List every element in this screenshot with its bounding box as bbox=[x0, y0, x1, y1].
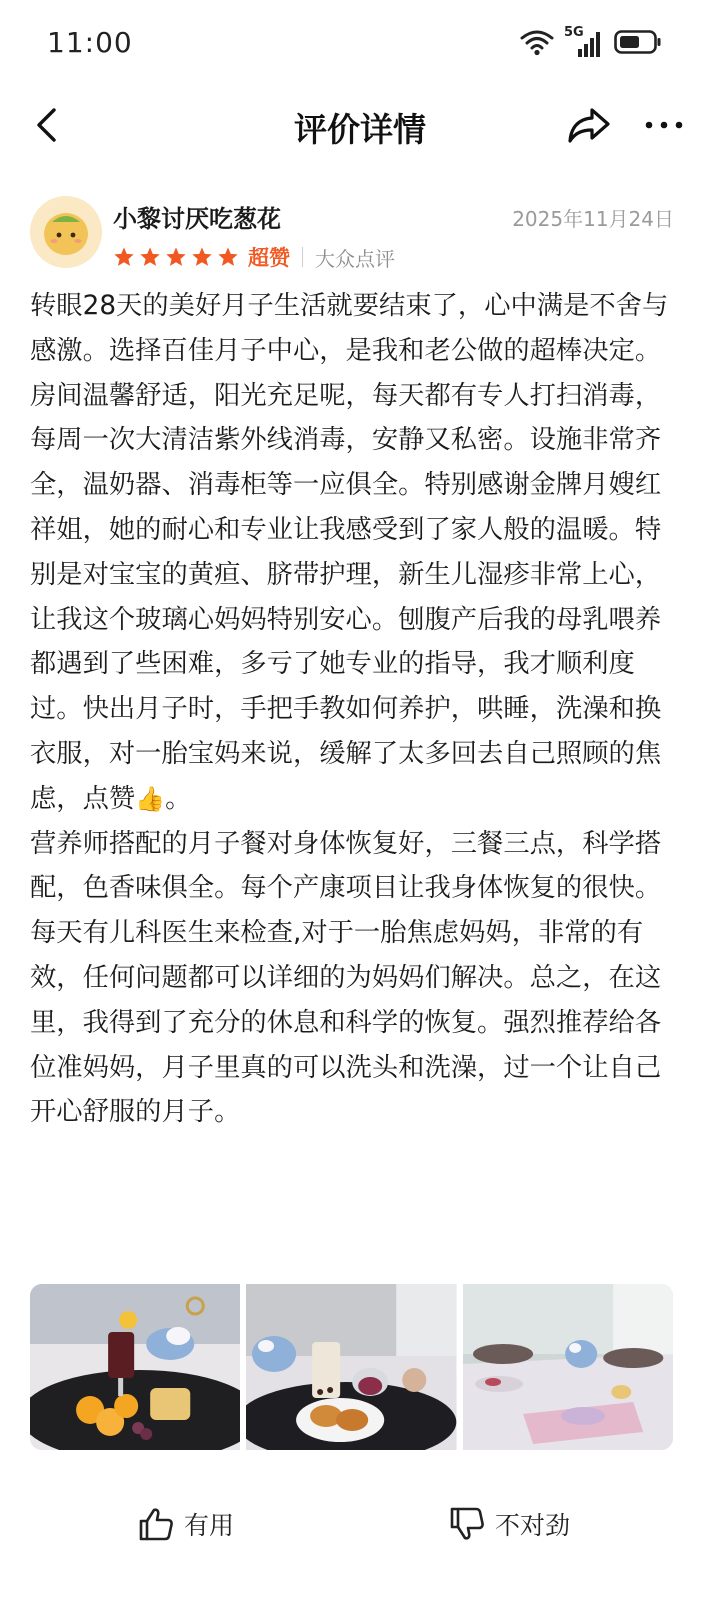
review-paragraph bbox=[30, 374, 686, 822]
useful-label: 有用 bbox=[184, 1511, 235, 1540]
more-button[interactable] bbox=[642, 102, 686, 148]
star-icon bbox=[165, 246, 187, 268]
thumbs-up-icon bbox=[138, 1506, 174, 1542]
thumbs-down-icon bbox=[449, 1506, 485, 1542]
star-icon bbox=[191, 246, 213, 268]
cellular-5g-icon bbox=[564, 25, 604, 59]
not-right-button[interactable] bbox=[449, 1502, 570, 1546]
star-icon bbox=[217, 246, 239, 268]
photo-gallery bbox=[30, 1284, 673, 1450]
star-icon bbox=[139, 246, 161, 268]
review-source: 大众点评 bbox=[315, 246, 395, 271]
photo-tea-and-dessert[interactable] bbox=[30, 1284, 240, 1450]
status-icons bbox=[520, 25, 662, 60]
divider bbox=[302, 247, 303, 267]
more-icon bbox=[642, 102, 686, 148]
useful-button[interactable] bbox=[138, 1502, 234, 1546]
wifi-icon bbox=[520, 28, 554, 60]
review-text bbox=[30, 284, 686, 1135]
star-icon bbox=[113, 246, 135, 268]
battery-icon bbox=[614, 29, 662, 59]
status-time: 11:00 bbox=[47, 26, 133, 59]
thumbs-up-emoji-icon: 👍 bbox=[135, 784, 166, 813]
photo-milk-tea-and-pastry[interactable] bbox=[246, 1284, 456, 1450]
network-type: 5G bbox=[564, 25, 584, 40]
photo-image bbox=[463, 1284, 673, 1450]
review-date: 2025年11月24日 bbox=[512, 207, 674, 231]
share-button[interactable] bbox=[566, 102, 612, 148]
page-title: 评价详情 bbox=[294, 110, 426, 149]
photo-image bbox=[30, 1284, 240, 1450]
review-paragraph-text: 。 bbox=[165, 783, 192, 814]
review-paragraph: 转眼28天的美好月子生活就要结束了，心中满是不舍与感激。选择百佳月子中心，是我和老公做的超棒决定。 bbox=[30, 291, 669, 366]
review-paragraph: 营养师搭配的月子餐对身体恢复好，三餐三点，科学搭配，色香味俱全。每个产康项目让我身体恢复的很快。每天有儿科医生来检查,对于一胎焦虑妈妈，非常的有效，任何问题都可以详细的为妈妈们解决。总之，在这里，我得到了充分的休息和科学的恢复。强烈推荐给各位准妈妈，月子里真的可以洗头和洗澡，过一个让自己开心舒服的月子。 bbox=[30, 828, 662, 1128]
rating-label: 超赞 bbox=[248, 246, 290, 270]
rating-row bbox=[113, 243, 395, 271]
share-icon bbox=[566, 102, 612, 148]
nav-bar bbox=[0, 92, 720, 158]
photo-image bbox=[246, 1284, 456, 1450]
star-rating bbox=[113, 246, 239, 268]
avatar-image bbox=[30, 196, 102, 268]
bottom-action-bar bbox=[0, 1488, 720, 1560]
reviewer-name[interactable]: 小黎讨厌吃葱花 bbox=[113, 205, 281, 233]
review-paragraph-text: 房间温馨舒适，阳光充足呢，每天都有专人打扫消毒，每周一次大清洁紫外线消毒，安静又私密。设施非常齐全，温奶器、消毒柜等一应俱全。特别感谢金牌月嫂红祥姐，她的耐心和专业让我感受到了家人般的温暖。特别是对宝宝的黄疸、脐带护理，新生儿湿疹非常上心，让我这个玻璃心妈妈特别安心。刨腹产后我的母乳喂养都遇到了些困难，多亏了她专业的指导，我才顺利度过。快出月子时，手把手教如何养护，哄睡，洗澡和换衣服，对一胎宝妈来说，缓解了太多回去自己照顾的焦虑，点赞 bbox=[30, 380, 662, 814]
photo-dining-table[interactable] bbox=[463, 1284, 673, 1450]
status-bar bbox=[0, 0, 720, 88]
avatar[interactable] bbox=[30, 196, 102, 268]
not-right-label: 不对劲 bbox=[495, 1511, 571, 1540]
